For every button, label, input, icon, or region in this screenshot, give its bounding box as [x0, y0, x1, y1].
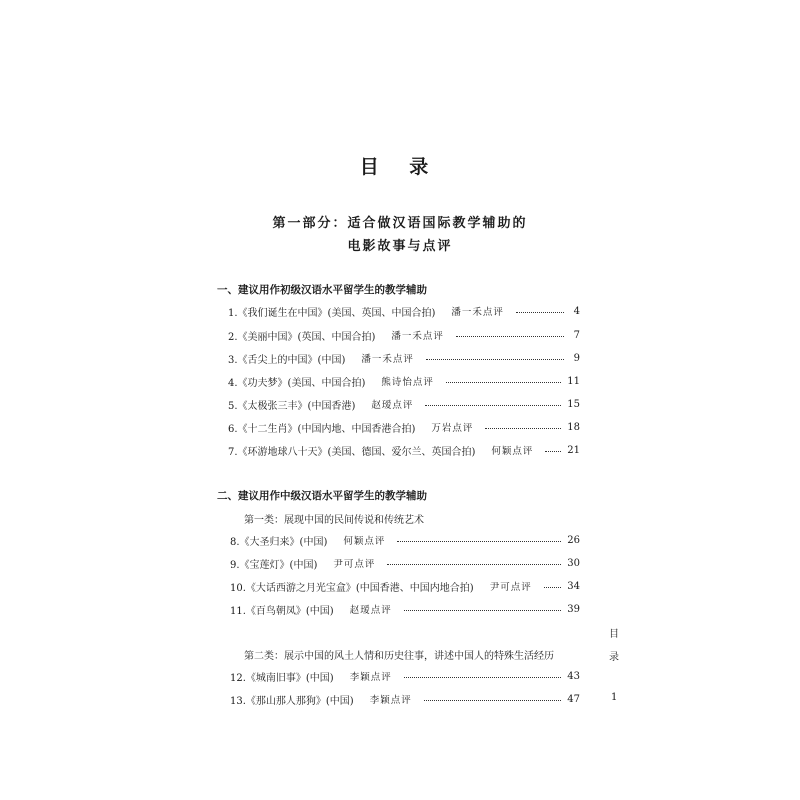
- page-number: 1: [611, 692, 618, 703]
- entry-title: 5.《太极张三丰》(中国香港): [228, 400, 356, 412]
- leader-dots: [426, 358, 564, 360]
- leader-dots: [485, 427, 561, 429]
- entry-critic: 李颖点评: [349, 672, 392, 683]
- toc-entry[interactable]: [228, 442, 580, 458]
- part-heading-line1: 第一部分：适合做汉语国际教学辅助的: [272, 216, 528, 231]
- leader-dots: [404, 676, 562, 678]
- toc-entry[interactable]: [230, 555, 580, 571]
- entry-page: 11: [567, 375, 580, 387]
- leader-dots: [404, 609, 562, 611]
- entry-title: 10.《大话西游之月光宝盒》(中国香港、中国内地合拍): [230, 582, 474, 594]
- entry-critic: 熊诗怡点评: [381, 377, 434, 388]
- leader-dots: [544, 586, 562, 588]
- entry-page: 15: [567, 398, 580, 410]
- toc-entry[interactable]: [230, 601, 580, 617]
- entry-title: 8.《大圣归来》(中国): [230, 536, 328, 548]
- section-heading-2: 二、建议用作中级汉语水平留学生的教学辅助: [217, 490, 427, 502]
- toc-entry[interactable]: [228, 303, 580, 319]
- entry-title: 2.《美丽中国》(英国、中国合拍): [228, 331, 376, 343]
- entry-critic: 潘一禾点评: [451, 307, 504, 318]
- toc-entry[interactable]: [228, 419, 580, 435]
- entry-critic: 何颖点评: [491, 446, 534, 457]
- leader-dots: [424, 699, 562, 701]
- entry-critic: 赵瑷点评: [349, 605, 392, 616]
- leader-dots: [456, 335, 564, 337]
- entry-page: 26: [567, 534, 580, 546]
- entry-page: 7: [573, 329, 580, 341]
- entry-critic: 潘一禾点评: [361, 354, 414, 365]
- entry-page: 4: [573, 305, 580, 317]
- entry-page: 47: [567, 693, 580, 705]
- side-label-mu: 目: [609, 629, 619, 640]
- entry-title: 6.《十二生肖》(中国内地、中国香港合拍): [228, 423, 416, 435]
- leader-dots: [387, 563, 561, 565]
- subcategory-label-2: 第二类：展示中国的风土人情和历史往事，讲述中国人的特殊生活经历: [244, 651, 554, 662]
- toc-entry[interactable]: [228, 396, 580, 412]
- entry-title: 12.《城南旧事》(中国): [230, 672, 334, 684]
- subcategory-label-1: 第一类：展现中国的民间传说和传统艺术: [244, 515, 424, 526]
- entry-page: 34: [567, 580, 580, 592]
- entry-title: 1.《我们诞生在中国》(美国、英国、中国合拍): [228, 307, 436, 319]
- entry-critic: 何颖点评: [343, 536, 386, 547]
- leader-dots: [425, 404, 561, 406]
- entry-page: 39: [567, 603, 580, 615]
- entry-title: 4.《功夫梦》(美国、中国合拍): [228, 377, 366, 389]
- part-heading-line2: 电影故事与点评: [347, 239, 453, 254]
- entry-page: 9: [573, 352, 580, 364]
- entry-page: 21: [567, 444, 580, 456]
- entry-critic: 李颖点评: [369, 695, 412, 706]
- toc-entry[interactable]: [228, 350, 580, 366]
- section-heading-1: 一、建议用作初级汉语水平留学生的教学辅助: [217, 284, 427, 296]
- toc-entry[interactable]: [230, 578, 580, 594]
- leader-dots: [545, 450, 561, 452]
- entry-title: 7.《环游地球八十天》(美国、德国、爱尔兰、英国合拍): [228, 446, 476, 458]
- leader-dots: [516, 311, 564, 313]
- entry-critic: 赵瑷点评: [371, 400, 414, 411]
- leader-dots: [446, 381, 561, 383]
- toc-entry[interactable]: [230, 532, 580, 548]
- page-title: 目 录: [359, 156, 441, 178]
- entry-critic: 潘一禾点评: [391, 331, 444, 342]
- toc-entry[interactable]: [228, 373, 580, 389]
- entry-critic: 万岩点评: [431, 423, 474, 434]
- entry-title: 13.《那山那人那狗》(中国): [230, 695, 354, 707]
- entry-title: 11.《百鸟朝凤》(中国): [230, 605, 334, 617]
- entry-page: 18: [567, 421, 580, 433]
- leader-dots: [397, 540, 561, 542]
- toc-entry[interactable]: [228, 327, 580, 343]
- entry-critic: 尹可点评: [489, 582, 532, 593]
- entry-title: 3.《舌尖上的中国》(中国): [228, 354, 346, 366]
- toc-entry[interactable]: [230, 668, 580, 684]
- entry-page: 30: [567, 557, 580, 569]
- entry-critic: 尹可点评: [333, 559, 376, 570]
- toc-entry[interactable]: [230, 691, 580, 707]
- entry-title: 9.《宝莲灯》(中国): [230, 559, 318, 571]
- side-label-lu: 录: [609, 652, 619, 663]
- entry-page: 43: [567, 670, 580, 682]
